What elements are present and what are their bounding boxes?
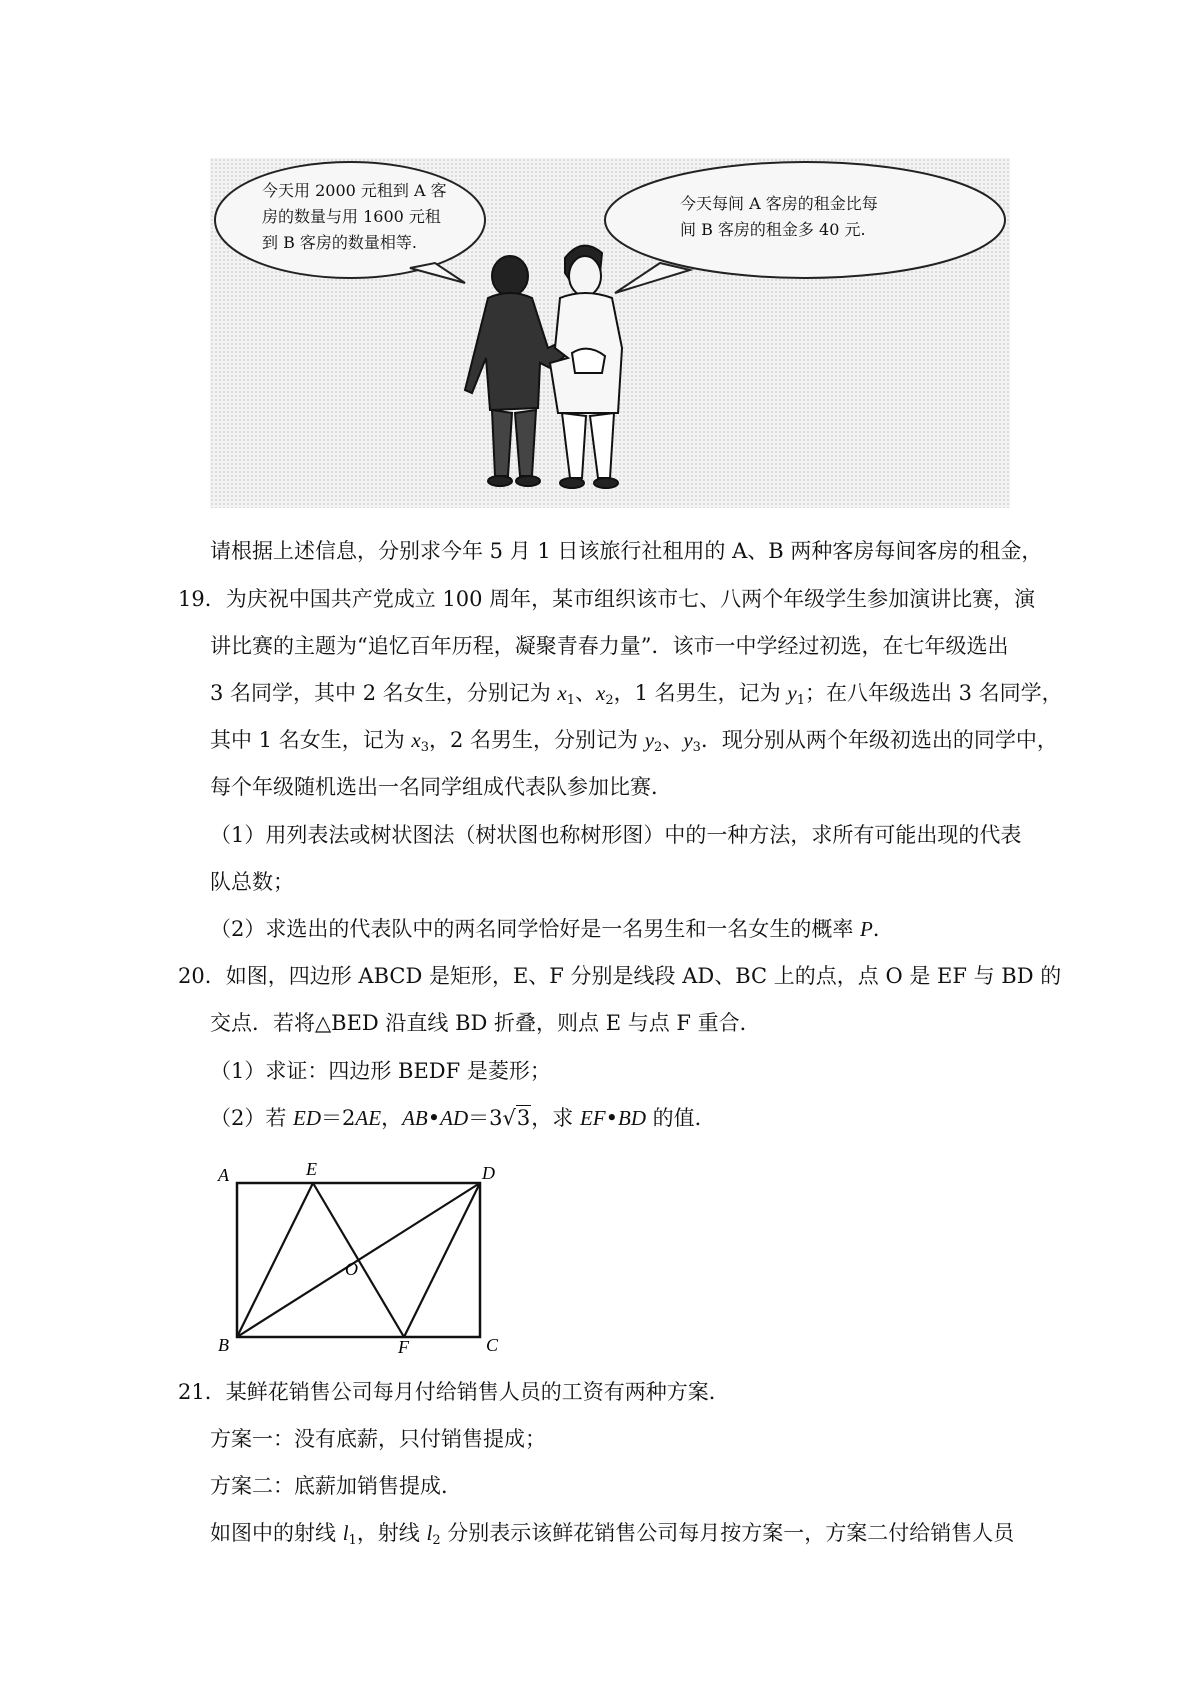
q20-text: ， [381,1106,403,1130]
label-a: A [218,1165,229,1185]
q21-text: 某鲜花销售公司每月付给销售人员的工资有两种方案． [225,1380,730,1404]
q19-line-2: 讲比赛的主题为“追忆百年历程，凝聚青春力量”．该市一中学经过初选，在七年级选出 [210,634,1009,658]
q21-plan-2: 方案二：底薪加销售提成． [210,1474,462,1498]
label-d: D [482,1163,495,1183]
q21-plan-1: 方案一：没有底薪，只付销售提成； [210,1427,546,1451]
question-number: 20． [178,964,226,988]
q20-part-1: （1）求证：四边形 BEDF 是菱形； [210,1059,551,1083]
q20-math: EF [579,1106,606,1130]
left-bubble-line: 到 B 客房的数量相等. [262,233,418,252]
q20-text: 的值． [646,1106,716,1130]
label-c: C [486,1335,499,1355]
sqrt-symbol: √ [502,1106,516,1130]
q19-line-5: 每个年级随机选出一名同学组成代表队参加比赛． [210,775,672,799]
left-bubble-text [262,178,447,256]
q20-math: AE [355,1106,382,1130]
q21-text: ，射线 [356,1521,427,1545]
right-person-figure [550,246,622,488]
q19-text: ，1 名男生，记为 [613,681,788,705]
q19-part-2: （2）求选出的代表队中的两名同学恰好是一名男生和一名女生的概率 P． [210,917,894,941]
segment-ef [313,1183,404,1337]
right-bubble-text [680,191,878,243]
label-f: F [398,1337,409,1355]
right-bubble-line: 间 B 客房的租金多 40 元. [680,220,866,239]
comic-illustration [210,158,1010,508]
q19-text: ．现分别从两个年级初选出的同学中， [700,728,1058,752]
q20-math: • [605,1106,618,1130]
label-b: B [218,1335,229,1355]
label-e: E [306,1159,317,1179]
q19-line-3: 3 名同学，其中 2 名女生，分别记为 $x_1$、$x_2$，1 名男生，记为 $y_1$；在八年级选出 3 名同学， [210,681,1063,708]
right-bubble-line: 今天每间 A 客房的租金比每 [680,194,878,213]
q19-line-4: 其中 1 名女生，记为 $x_3$，2 名男生，分别记为 $y_2$、$y_3$．现分别从两个年级初选出的同学中， [210,728,1058,755]
q20-math: AB [402,1106,428,1130]
q20-line-1 [178,961,1061,991]
q20-math: ED [293,1106,322,1130]
q19-text: ；在八年级选出 3 名同学， [804,681,1063,705]
q20-math: 3 [516,1106,531,1130]
q20-part-2 [210,1103,716,1133]
rectangle-figure [210,1155,500,1355]
q20-math: BD [618,1106,646,1130]
q20-math: • [427,1106,441,1130]
geometry-diagram [210,1155,500,1355]
q20-text: ，求 [531,1106,580,1130]
q21-line-4: 如图中的射线 $l_1$，射线 $l_2$ 分别表示该鲜花销售公司每月按方案一，方案二付给销售人员 [210,1521,1015,1548]
q20-math: ＝3 [468,1106,503,1130]
q21-text: 分别表示该鲜花销售公司每月按方案一，方案二付给销售人员 [440,1521,1015,1545]
q20-text: 如图，四边形 ABCD 是矩形，E、F 分别是线段 AD、BC 上的点，点 O 是 EF 与 BD 的 [225,964,1062,988]
q19-text: ，2 名男生，分别记为 [429,728,645,752]
q20-text: （2）若 [210,1106,294,1130]
q19-part-1: （1）用列表法或树状图法（树状图也称树形图）中的一种方法，求所有可能出现的代表 [210,823,1022,847]
question-number: 19． [178,587,226,611]
question-number: 21． [178,1380,226,1404]
q20-math: ＝2 [321,1106,356,1130]
q18-instruction: 请根据上述信息，分别求今年 5 月 1 日该旅行社租用的 A、B 两种客房每间客房的租金， [210,539,1043,563]
left-bubble-line: 今天用 2000 元租到 A 客 [262,181,447,200]
q19-text: 为庆祝中国共产党成立 100 周年，某市组织该市七、八两个年级学生参加演讲比赛，演 [225,587,1036,611]
q21-line-1 [178,1377,730,1407]
q19-text: 3 名同学，其中 2 名女生，分别记为 [210,681,558,705]
q21-text: 如图中的射线 [210,1521,343,1545]
label-o: O [345,1259,358,1279]
q20-math: AD [440,1106,469,1130]
left-bubble-line: 房的数量与用 1600 元租 [262,207,441,226]
q19-text: 其中 1 名女生，记为 [210,728,412,752]
q19-line-1 [178,584,1035,614]
q19-text: （2）求选出的代表队中的两名同学恰好是一名男生和一名女生的概率 [210,917,861,941]
q19-part-1-cont: 队总数； [210,870,294,894]
q20-line-2: 交点．若将△BED 沿直线 BD 折叠，则点 E 与点 F 重合． [210,1011,761,1035]
